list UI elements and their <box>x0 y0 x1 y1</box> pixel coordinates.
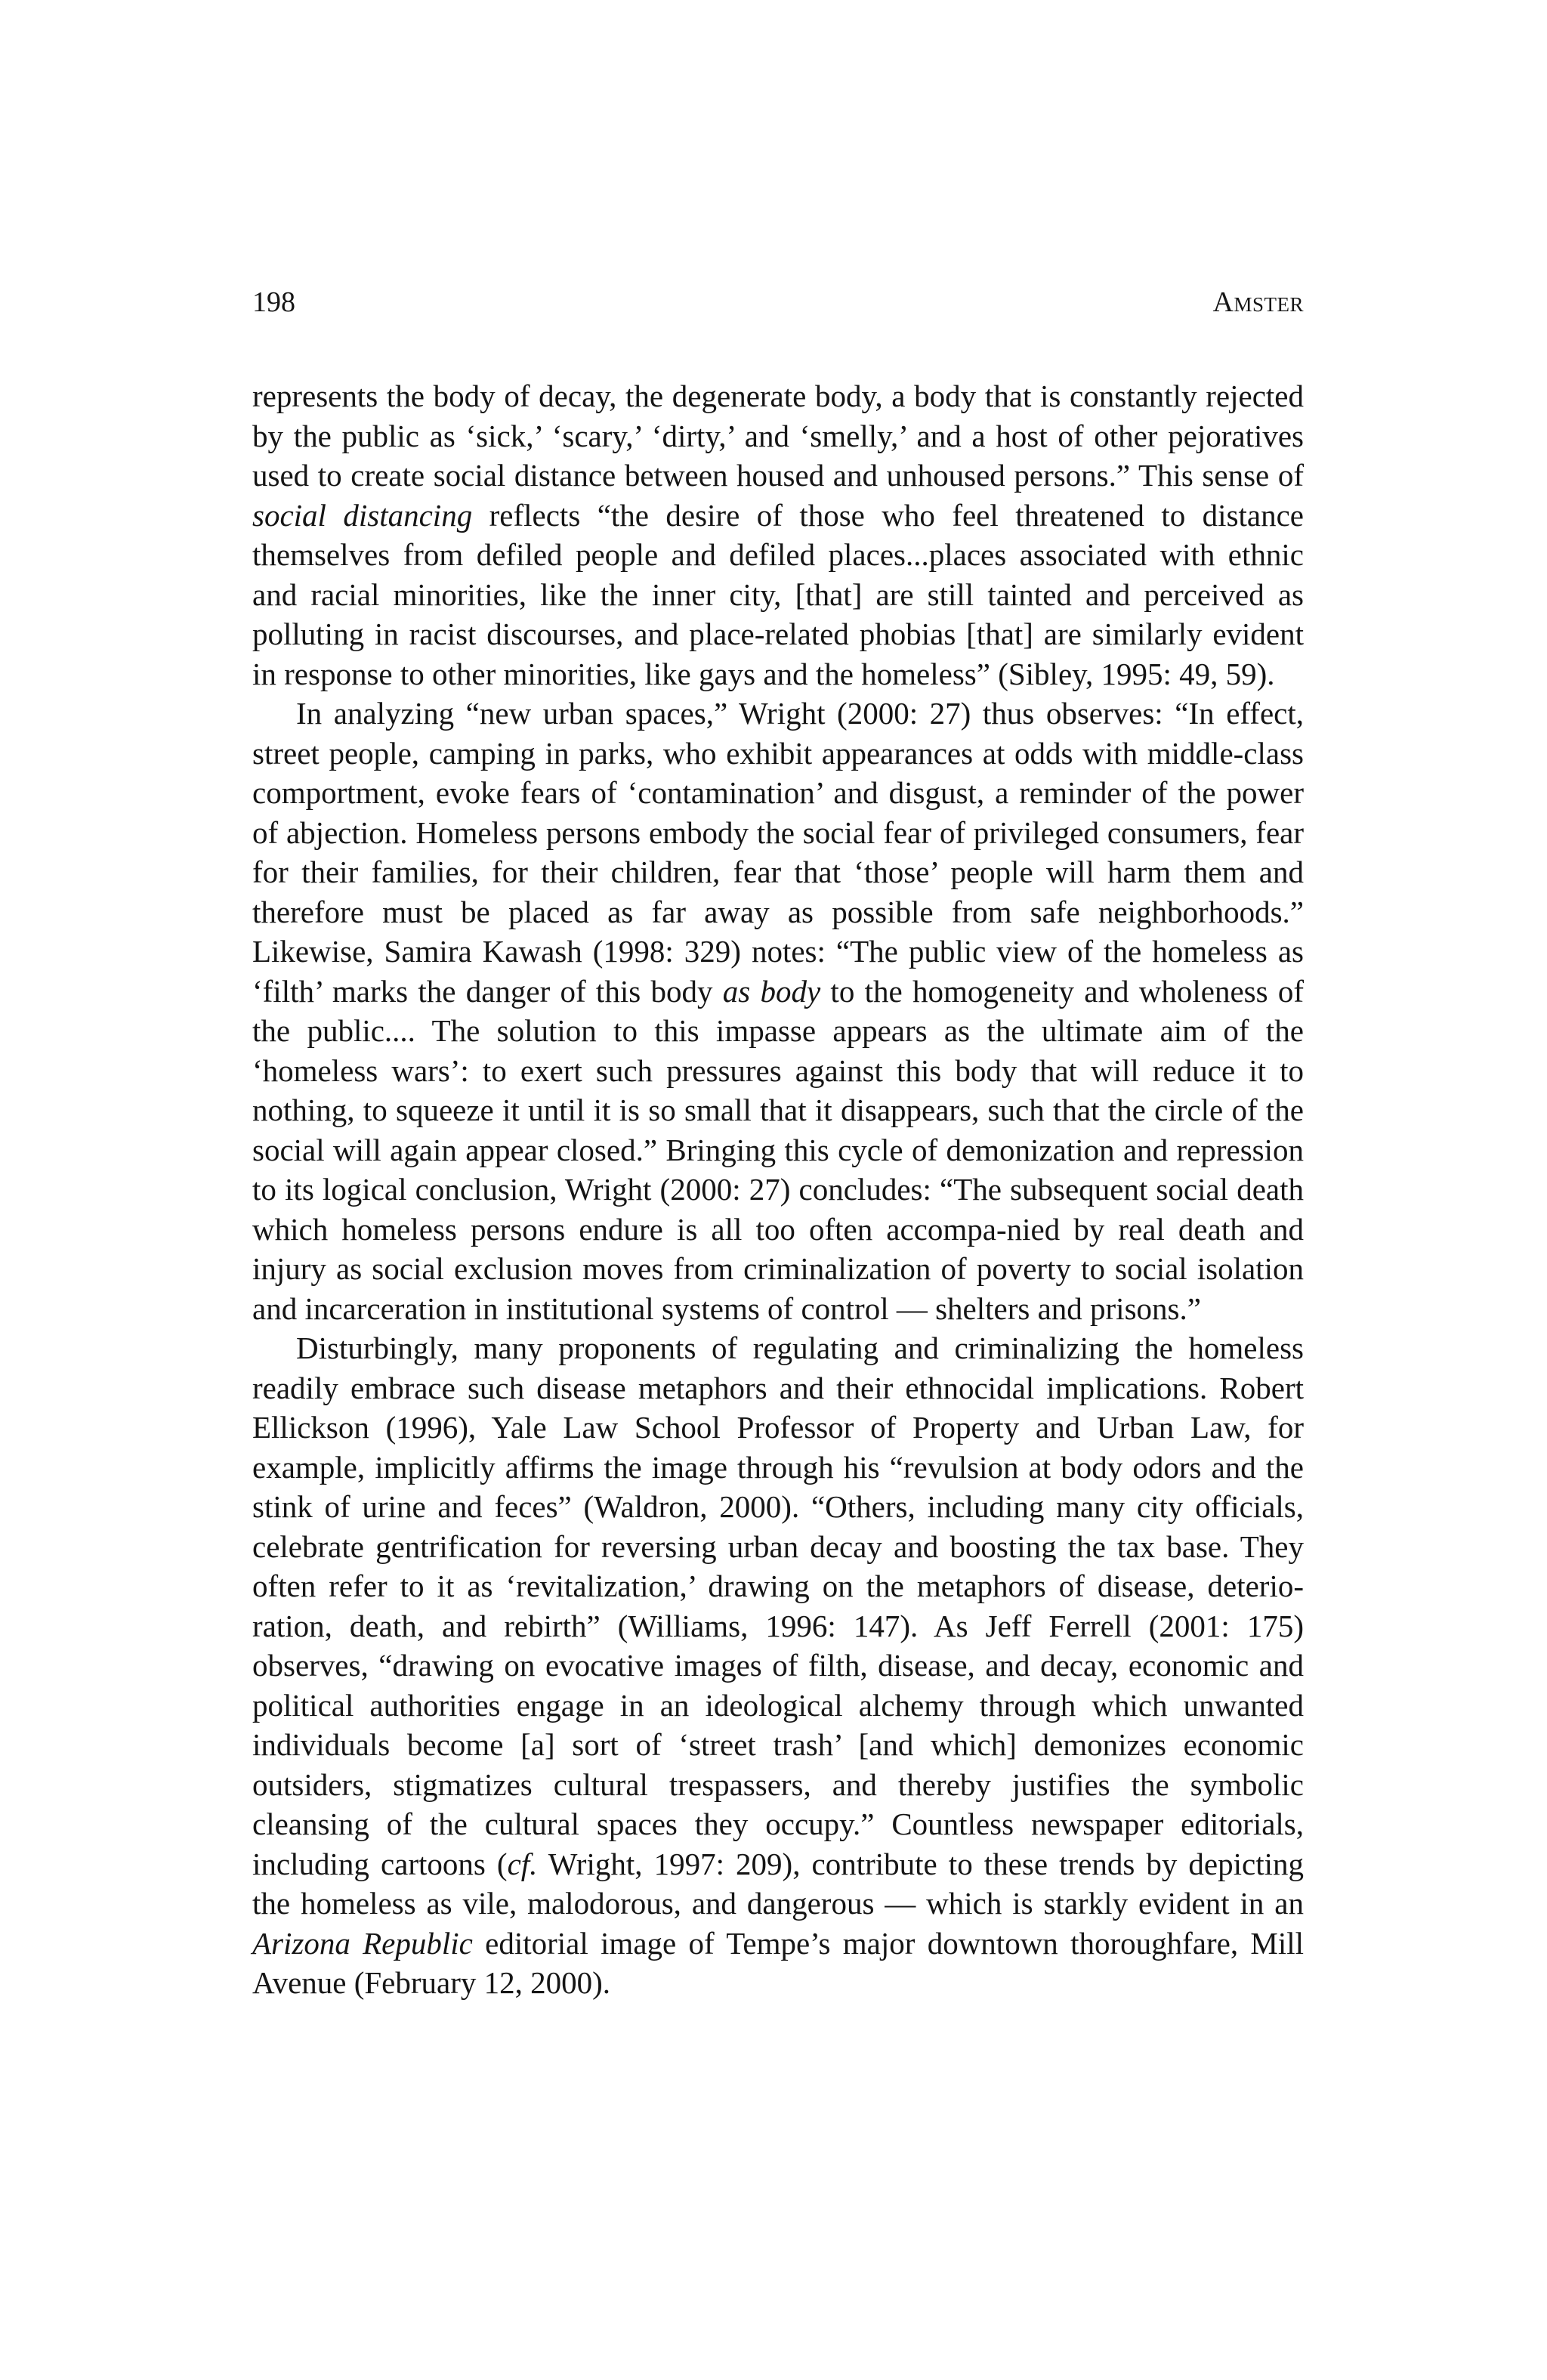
paragraph <box>252 694 1304 1328</box>
text-run: Disturbingly, many proponents of regulating and criminalizing the homeless readily embrace such disease metaphors and their ethnocidal implications. Robert Ellickson (1996), Yale Law School Professor of Property and Urban Law, for example, implicitly affirms the image through his “revulsion at body odors and the stink of urine and feces” (Waldron, 2000). “Others, including many city officials, celebrate gentrification for reversing urban decay and boosting the tax base. They often refer to it as ‘revitalization,’ drawing on the metaphors of disease, deterio-ration, death, and rebirth” (Williams, 1996: 147). As Jeff Ferrell (2001: 175) observes, “drawing on evocative images of filth, disease, and decay, economic and political authorities engage in an ideological alchemy through which unwanted individuals become [a] sort of ‘street trash’ [and which] demonizes economic outsiders, stigmatizes cultural trespassers, and thereby justifies the symbolic cleansing of the cultural spaces they occupy.” Countless newspaper editorials, including cartoons ( <box>252 1331 1304 1881</box>
running-head <box>252 280 1304 325</box>
paragraph <box>252 1328 1304 2003</box>
italic-text: as body <box>722 973 821 1009</box>
page-number: 198 <box>252 286 295 318</box>
text-run: Wright, 1997: 209), contribute to these trends by depicting the homeless as vile, malodorous, and dangerous — which is starkly evident in an <box>252 1846 1305 1921</box>
italic-text: social distancing <box>252 497 473 533</box>
text-run: In analyzing “new urban spaces,” Wright (2000: 27) thus observes: “In effect, street people, camping in parks, who exhibit appearances at odds with middle-class comportment, evoke fears of ‘contamination’ and disgust, a reminder of the power of abjection. Homeless persons embody the social fear of privileged consumers, fear for their families, for their children, fear that ‘those’ people will harm them and therefore must be placed as far away as possible from safe neighborhoods.” Likewise, Samira Kawash (1998: 329) notes: “The public view of the homeless as ‘filth’ marks the danger of this body <box>252 696 1304 1009</box>
text-run: represents the body of decay, the degenerate body, a body that is constantly rejected by the public as ‘sick,’ ‘scary,’ ‘dirty,’ and ‘smelly,’ and a host of other pejoratives used to create social distance between housed and unhoused persons.” This sense of <box>252 379 1304 493</box>
italic-text: Arizona Republic <box>252 1925 473 1961</box>
text-run: to the homogeneity and wholeness of the public.... The solution to this impasse appears as the ultimate aim of the ‘homeless wars’: to exert such pressures against this body that will reduce it to nothing, to squeeze it until it is so small that it disappears, such that the circle of the social will again appear closed.” Bringing this cycle of demonization and repression to its logical conclusion, Wright (2000: 27) concludes: “The subsequent social death which homeless persons endure is all too often accompa-nied by real death and injury as social exclusion moves from criminalization of poverty to social isolation and incarceration in institutional systems of control — shelters and prisons.” <box>252 973 1304 1326</box>
book-page <box>252 280 1304 2003</box>
running-head-author: Amster <box>1212 286 1304 318</box>
text-run: reflects “the desire of those who feel threatened to distance themselves from defiled people and defiled places...places associated with ethnic and racial minorities, like the inner city, [that] are still tainted and perceived as polluting in racist discourses, and place-related phobias [that] are similarly evident in response to other minorities, like gays and the homeless” (Sibley, 1995: 49, 59). <box>252 497 1305 691</box>
text-run: editorial image of Tempe’s major downtown thoroughfare, Mill Avenue (February 12, 2000). <box>252 1925 1304 2000</box>
paragraph <box>252 376 1304 694</box>
italic-text: cf. <box>507 1846 538 1881</box>
body-text <box>252 376 1304 2003</box>
